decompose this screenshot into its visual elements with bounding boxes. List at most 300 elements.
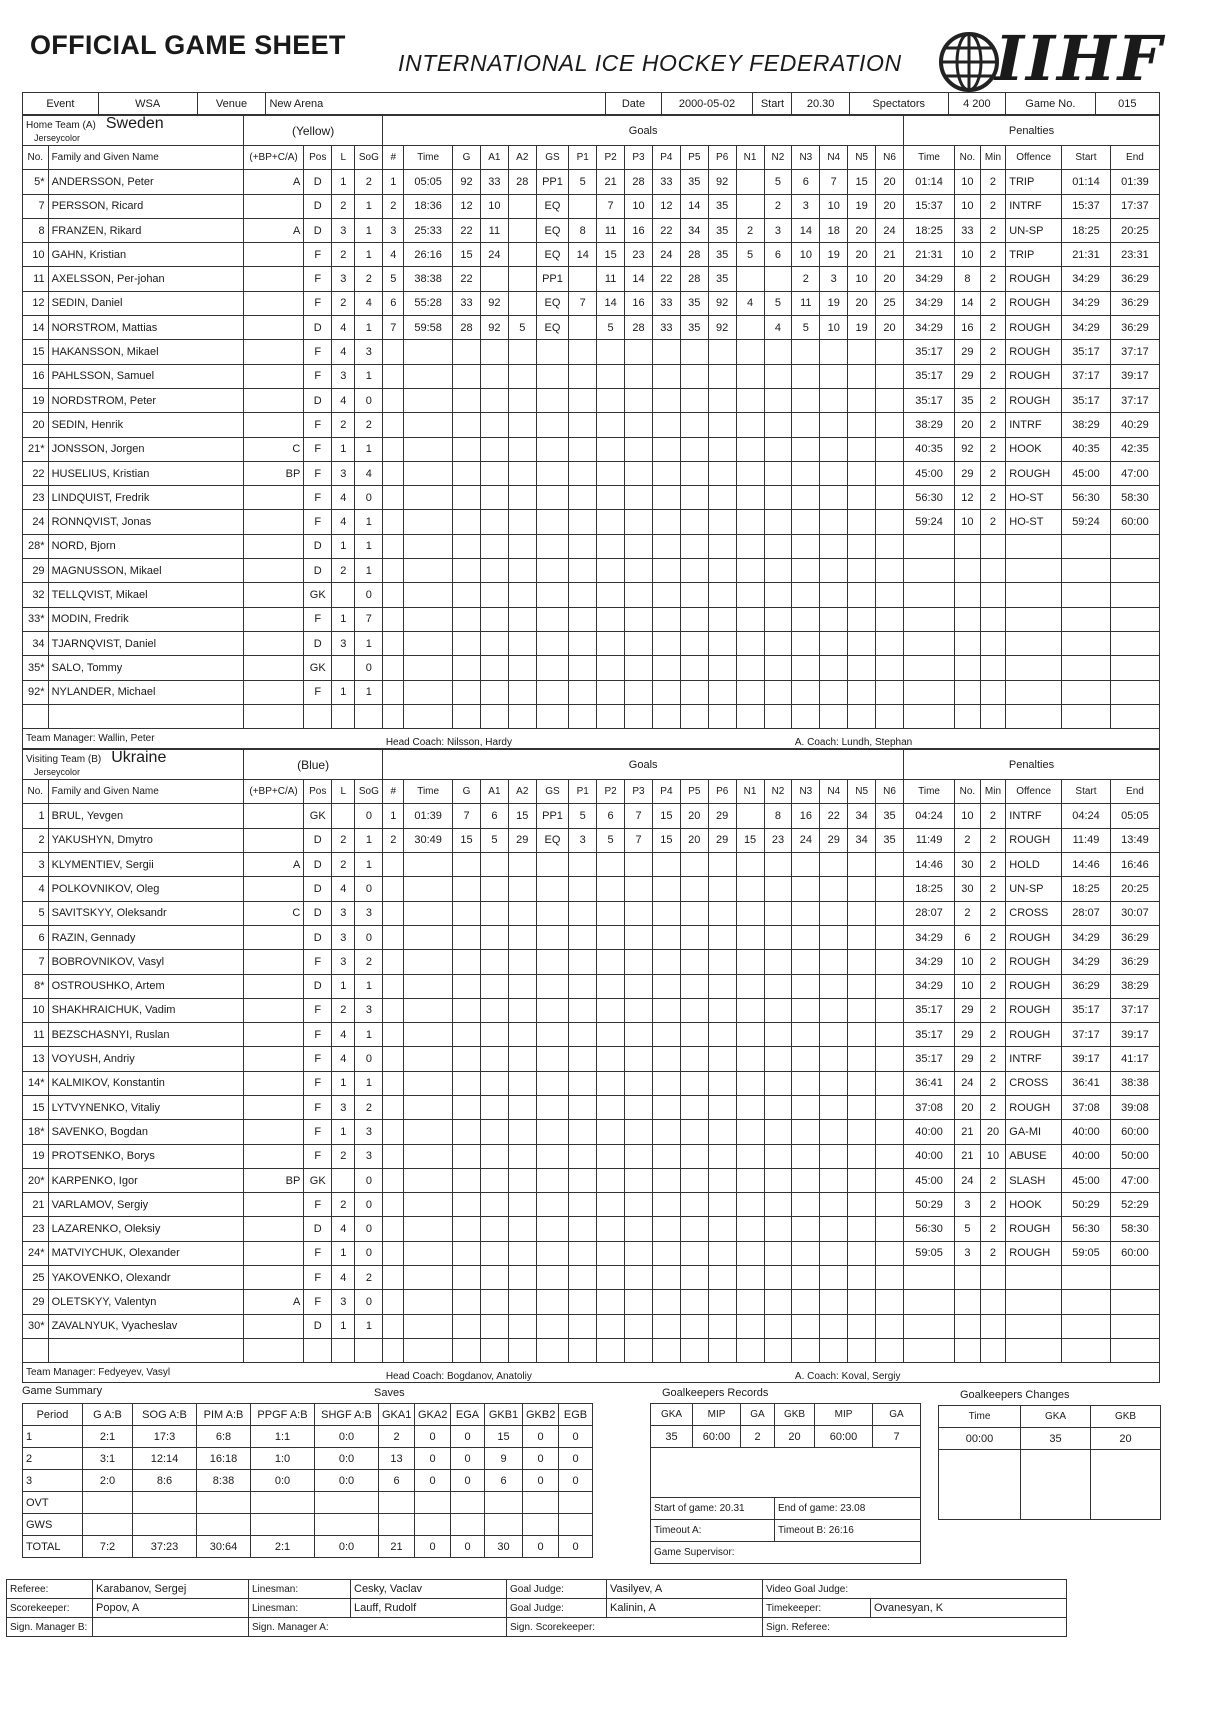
penalty-player-no: 33 xyxy=(955,218,981,242)
goal-cell: 22 xyxy=(652,267,680,291)
player-number: 92* xyxy=(23,680,49,704)
penalty-cell-empty xyxy=(1062,583,1111,607)
summary-cell: 1:1 xyxy=(251,1426,315,1448)
goal-cell-empty xyxy=(404,413,453,437)
goal-cell-empty xyxy=(453,534,481,558)
goal-cell: 5 xyxy=(383,267,404,291)
goal-cell-empty xyxy=(597,925,625,949)
penalties-header: Penalties xyxy=(903,116,1159,146)
player-row xyxy=(23,1193,1160,1217)
player-number: 19 xyxy=(23,1144,49,1168)
goal-cell: 4 xyxy=(764,316,792,340)
goal-cell-empty xyxy=(536,364,569,388)
goal-cell-empty xyxy=(792,388,820,412)
goal-cell-empty xyxy=(792,1193,820,1217)
goal-cell-empty xyxy=(876,559,904,583)
player-role xyxy=(243,534,303,558)
player-role: C xyxy=(243,437,303,461)
penalty-start: 36:41 xyxy=(1062,1071,1111,1095)
penalty-cell-empty xyxy=(1110,559,1159,583)
goal-cell-empty xyxy=(736,413,764,437)
goal-cell-empty xyxy=(792,901,820,925)
goal-cell-empty xyxy=(508,607,536,631)
goal-cell-empty xyxy=(792,1217,820,1241)
goal-cell: 15 xyxy=(597,243,625,267)
goal-cell-empty xyxy=(736,1241,764,1265)
goal-cell-empty xyxy=(453,925,481,949)
penalty-offence: INTRF xyxy=(1006,804,1062,828)
goal-cell: 59:58 xyxy=(404,316,453,340)
goal-cell-empty xyxy=(736,461,764,485)
player-number: 16 xyxy=(23,364,49,388)
goal-cell: 3 xyxy=(792,194,820,218)
goal-cell-empty xyxy=(453,974,481,998)
date-label: Date xyxy=(606,93,661,115)
player-role xyxy=(243,1144,303,1168)
player-sog: 3 xyxy=(355,901,383,925)
penalty-cell-empty xyxy=(903,607,954,631)
penalty-minutes: 2 xyxy=(980,828,1006,852)
penalty-cell-empty xyxy=(1110,607,1159,631)
player-role: A xyxy=(243,218,303,242)
goal-cell-empty xyxy=(404,656,453,680)
goal-cell-empty xyxy=(792,950,820,974)
penalty-time: 37:08 xyxy=(904,1095,955,1119)
sign-manager-b-value xyxy=(93,1618,249,1637)
goal-cell-empty xyxy=(764,607,792,631)
goal-cell-empty xyxy=(680,486,708,510)
player-line: 1 xyxy=(332,1241,355,1265)
penalty-offence: TRIP xyxy=(1006,243,1062,267)
summary-cell: 0 xyxy=(559,1536,593,1558)
player-line: 3 xyxy=(332,950,355,974)
penalty-start: 18:25 xyxy=(1062,218,1111,242)
player-position: F xyxy=(304,1290,332,1314)
goal-cell-empty xyxy=(848,364,876,388)
goal-cell-empty xyxy=(480,413,508,437)
penalty-start: 59:24 xyxy=(1062,510,1111,534)
goal-cell-empty xyxy=(736,974,764,998)
goal-cell: 1 xyxy=(383,804,404,828)
goal-cell-empty xyxy=(652,925,680,949)
player-position: F xyxy=(304,1241,332,1265)
goal-cell-empty xyxy=(508,1047,536,1071)
penalty-time: 28:07 xyxy=(904,901,955,925)
goal-cell-empty xyxy=(536,607,569,631)
goal-cell-empty xyxy=(848,510,876,534)
col-header-l: L xyxy=(332,780,355,804)
goal-cell-empty xyxy=(625,1023,653,1047)
player-row xyxy=(23,877,1160,901)
player-name: NORD, Bjorn xyxy=(48,534,243,558)
penalty-cell-empty xyxy=(1110,583,1159,607)
goal-cell-empty xyxy=(453,1023,481,1047)
summary-cell: 7:2 xyxy=(83,1536,133,1558)
goal-cell-empty xyxy=(876,388,904,412)
player-name: KALMIKOV, Konstantin xyxy=(48,1071,243,1095)
player-number: 11 xyxy=(23,1023,49,1047)
goal-cell-empty xyxy=(480,461,508,485)
goal-cell-empty xyxy=(792,559,820,583)
penalty-minutes: 10 xyxy=(980,1144,1006,1168)
goal-cell-empty xyxy=(569,364,597,388)
goal-cell-empty xyxy=(680,1095,708,1119)
goal-cell-empty xyxy=(480,877,508,901)
goal-cell-empty xyxy=(848,1071,876,1095)
summary-cell xyxy=(83,1514,133,1536)
penalty-cell-empty xyxy=(1062,1266,1111,1290)
penalty-time: 56:30 xyxy=(903,486,954,510)
player-row xyxy=(23,804,1160,828)
player-position: F xyxy=(304,1071,332,1095)
goals-header: Goals xyxy=(383,116,904,146)
goal-cell-empty xyxy=(764,704,792,728)
goal-cell-empty xyxy=(876,631,904,655)
gk-change-value: 20 xyxy=(1091,1428,1161,1450)
goal-cell-empty xyxy=(848,388,876,412)
gk-record-header: GA xyxy=(873,1404,921,1426)
goal-cell-empty xyxy=(404,925,453,949)
player-position: D xyxy=(304,534,332,558)
goal-cell-empty xyxy=(569,1338,597,1362)
summary-cell xyxy=(451,1514,485,1536)
player-number: 22 xyxy=(23,461,49,485)
gk-changes-blank xyxy=(1021,1450,1091,1520)
goal-cell-empty xyxy=(680,461,708,485)
goal-cell: 3 xyxy=(764,218,792,242)
goal-cell: 20 xyxy=(680,828,708,852)
player-line: 2 xyxy=(332,853,355,877)
goal-cell-empty xyxy=(820,486,848,510)
goal-cell: 22 xyxy=(453,267,481,291)
player-line: 4 xyxy=(332,877,355,901)
goal-cell-empty xyxy=(508,950,536,974)
penalty-offence: HO-ST xyxy=(1006,510,1062,534)
goal-cell-empty xyxy=(848,656,876,680)
home-jersey-color: (Yellow) xyxy=(243,116,382,146)
player-position: F xyxy=(304,510,332,534)
player-number: 2 xyxy=(23,828,49,852)
goal-cell-empty xyxy=(453,1241,481,1265)
player-position: F xyxy=(304,461,332,485)
goal-cell-empty xyxy=(652,607,680,631)
goal-cell: 33 xyxy=(652,316,680,340)
goal-cell: 7 xyxy=(820,170,848,194)
goal-cell: 92 xyxy=(480,291,508,315)
goal-cell-empty xyxy=(597,877,625,901)
goal-cell-empty xyxy=(876,486,904,510)
summary-cell: 0 xyxy=(559,1426,593,1448)
goal-cell: 92 xyxy=(453,170,481,194)
goal-cell-empty xyxy=(453,583,481,607)
sign-manager-a: Sign. Manager A: xyxy=(249,1618,507,1637)
goal-cell-empty xyxy=(383,925,404,949)
penalty-minutes: 2 xyxy=(980,1023,1006,1047)
player-line: 4 xyxy=(332,1266,355,1290)
penalty-end: 58:30 xyxy=(1110,486,1159,510)
goal-cell: 6 xyxy=(383,291,404,315)
penalty-minutes: 2 xyxy=(980,1168,1006,1192)
penalty-time: 56:30 xyxy=(904,1217,955,1241)
player-name: RAZIN, Gennady xyxy=(48,925,243,949)
player-name: POLKOVNIKOV, Oleg xyxy=(48,877,243,901)
goal-cell: 34 xyxy=(848,828,876,852)
goal-cell: EQ xyxy=(536,218,569,242)
goal-cell: 28 xyxy=(625,316,653,340)
goal-cell xyxy=(569,194,597,218)
goal-cell-empty xyxy=(453,877,481,901)
goal-cell-empty xyxy=(404,1047,453,1071)
goal-cell-empty xyxy=(569,925,597,949)
goal-cell-empty xyxy=(876,1266,904,1290)
goal-cell-empty xyxy=(536,388,569,412)
col-header-n3: N3 xyxy=(792,780,820,804)
player-name: PROTSENKO, Borys xyxy=(48,1144,243,1168)
goal-cell-empty xyxy=(404,631,453,655)
goal-cell: 5 xyxy=(764,291,792,315)
penalty-minutes: 2 xyxy=(980,1193,1006,1217)
goal-cell-empty xyxy=(536,1095,569,1119)
penalty-start: 15:37 xyxy=(1062,194,1111,218)
goal-cell-empty xyxy=(383,364,404,388)
goal-cell-empty xyxy=(625,950,653,974)
goal-cell: 26:16 xyxy=(404,243,453,267)
penalty-minutes: 2 xyxy=(980,486,1006,510)
player-line: 4 xyxy=(332,1047,355,1071)
player-name: MAGNUSSON, Mikael xyxy=(48,559,243,583)
goal-cell-empty xyxy=(480,1338,508,1362)
goal-cell-empty xyxy=(536,925,569,949)
goal-cell: 15 xyxy=(652,804,680,828)
goal-cell-empty xyxy=(680,1071,708,1095)
goal-cell-empty xyxy=(508,559,536,583)
goal-cell-empty xyxy=(508,1217,536,1241)
goal-cell: 12 xyxy=(652,194,680,218)
player-position: D xyxy=(304,194,332,218)
goal-cell-empty xyxy=(508,974,536,998)
player-row xyxy=(23,925,1160,949)
goal-cell-empty xyxy=(453,1071,481,1095)
goal-cell: 11 xyxy=(597,267,625,291)
col-header-family-name: Family and Given Name xyxy=(48,146,243,170)
penalty-time: 21:31 xyxy=(903,243,954,267)
goal-cell-empty xyxy=(536,461,569,485)
penalty-offence: HOLD xyxy=(1006,853,1062,877)
player-position: D xyxy=(304,853,332,877)
col-header-p2: P2 xyxy=(597,146,625,170)
penalty-player-no: 2 xyxy=(955,828,981,852)
penalty-start: 39:17 xyxy=(1062,1047,1111,1071)
goal-cell-empty xyxy=(652,340,680,364)
goal-cell-empty xyxy=(404,704,453,728)
goal-cell-empty xyxy=(792,925,820,949)
goal-cell: 16 xyxy=(625,218,653,242)
goal-cell-empty xyxy=(536,998,569,1022)
goal-cell-empty xyxy=(536,1241,569,1265)
penalty-cell-empty xyxy=(1006,1290,1062,1314)
goal-judge-value-2: Kalinin, A xyxy=(607,1599,763,1618)
visiting-team-block xyxy=(22,749,1160,1383)
penalty-cell-empty xyxy=(955,631,981,655)
penalty-cell-empty xyxy=(1110,704,1159,728)
penalty-cell-empty xyxy=(1062,1290,1111,1314)
player-number: 25 xyxy=(23,1266,49,1290)
penalty-cell-empty xyxy=(1006,534,1062,558)
penalty-player-no: 29 xyxy=(955,1023,981,1047)
goal-cell-empty xyxy=(625,1241,653,1265)
goal-cell-empty xyxy=(536,1144,569,1168)
goal-cell-empty xyxy=(597,950,625,974)
penalty-cell-empty xyxy=(1006,559,1062,583)
player-row xyxy=(23,1314,1160,1338)
goal-cell-empty xyxy=(848,925,876,949)
goal-cell-empty xyxy=(597,1338,625,1362)
goal-cell-empty xyxy=(820,340,848,364)
goal-cell-empty xyxy=(680,437,708,461)
penalty-end: 20:25 xyxy=(1110,877,1159,901)
col-header-p6: P6 xyxy=(708,780,736,804)
penalty-cell-empty xyxy=(1062,656,1111,680)
goal-cell-empty xyxy=(383,1071,404,1095)
penalty-start: 40:35 xyxy=(1062,437,1111,461)
goal-cell-empty xyxy=(404,974,453,998)
penalty-offence: ROUGH xyxy=(1006,1217,1062,1241)
goal-cell-empty xyxy=(536,1120,569,1144)
penalty-cell-empty xyxy=(1110,1338,1159,1362)
player-sog: 0 xyxy=(355,1241,383,1265)
goal-cell-empty xyxy=(680,950,708,974)
goal-cell xyxy=(508,243,536,267)
penalty-start: 50:29 xyxy=(1062,1193,1111,1217)
col-header-p5: P5 xyxy=(680,780,708,804)
goal-cell: EQ xyxy=(536,194,569,218)
penalty-end: 36:29 xyxy=(1110,925,1159,949)
player-name: PERSSON, Ricard xyxy=(48,194,243,218)
goal-cell-empty xyxy=(708,1314,736,1338)
player-row xyxy=(23,1290,1160,1314)
goal-cell-empty xyxy=(708,534,736,558)
col-header-g: G xyxy=(453,780,481,804)
jerseycolor-label: Jerseycolor xyxy=(34,766,81,777)
goal-cell-empty xyxy=(764,1338,792,1362)
summary-cell: GWS xyxy=(23,1514,83,1536)
summary-header: SOG A:B xyxy=(133,1404,197,1426)
penalty-start: 14:46 xyxy=(1062,853,1111,877)
player-position: GK xyxy=(304,656,332,680)
goal-cell: 92 xyxy=(708,316,736,340)
end-of-game: End of game: 23.08 xyxy=(775,1498,921,1520)
player-sog: 1 xyxy=(355,1023,383,1047)
gk-record-value: 20 xyxy=(775,1426,815,1448)
player-line: 3 xyxy=(332,901,355,925)
sign-referee: Sign. Referee: xyxy=(763,1618,1067,1637)
player-name: VOYUSH, Andriy xyxy=(48,1047,243,1071)
goal-cell-empty xyxy=(848,583,876,607)
player-name: HUSELIUS, Kristian xyxy=(48,461,243,485)
goal-cell-empty xyxy=(792,1241,820,1265)
event-value: WSA xyxy=(98,93,197,115)
goal-cell-empty xyxy=(404,1071,453,1095)
penalty-end: 60:00 xyxy=(1110,1241,1159,1265)
goal-cell-empty xyxy=(680,583,708,607)
goal-cell-empty xyxy=(597,680,625,704)
goal-cell-empty xyxy=(480,974,508,998)
player-sog: 0 xyxy=(355,1217,383,1241)
goal-cell-empty xyxy=(569,680,597,704)
col-header-p3: P3 xyxy=(625,146,653,170)
player-position: F xyxy=(304,1120,332,1144)
goal-cell: 92 xyxy=(708,291,736,315)
goal-cell-empty xyxy=(480,680,508,704)
summary-cell xyxy=(485,1514,523,1536)
goal-cell-empty xyxy=(848,437,876,461)
penalty-end: 41:17 xyxy=(1110,1047,1159,1071)
goal-cell-empty xyxy=(480,1144,508,1168)
goal-cell-empty xyxy=(792,1266,820,1290)
goal-cell-empty xyxy=(792,413,820,437)
player-number: 28* xyxy=(23,534,49,558)
goal-cell-empty xyxy=(708,1338,736,1362)
player-sog: 1 xyxy=(355,680,383,704)
gk-record-header: MIP xyxy=(815,1404,873,1426)
goal-cell-empty xyxy=(404,1120,453,1144)
goal-cell-empty xyxy=(453,1290,481,1314)
player-name: SALO, Tommy xyxy=(48,656,243,680)
goal-cell: 33 xyxy=(652,170,680,194)
player-sog: 3 xyxy=(355,998,383,1022)
goal-cell-empty xyxy=(597,413,625,437)
goal-cell-empty xyxy=(764,486,792,510)
goal-cell-empty xyxy=(569,340,597,364)
penalty-start: 40:00 xyxy=(1062,1120,1111,1144)
goal-cell-empty xyxy=(708,704,736,728)
goal-cell-empty xyxy=(536,704,569,728)
goal-cell-empty xyxy=(764,1120,792,1144)
col-header-min: Min xyxy=(980,146,1006,170)
penalty-cell-empty xyxy=(1006,656,1062,680)
penalty-time: 35:17 xyxy=(904,1023,955,1047)
goal-cell-empty xyxy=(820,1120,848,1144)
goal-cell-empty xyxy=(625,998,653,1022)
start-value: 20.30 xyxy=(792,93,849,115)
goal-cell-empty xyxy=(453,388,481,412)
summary-cell xyxy=(133,1492,197,1514)
goal-cell-empty xyxy=(708,607,736,631)
player-name: BOBROVNIKOV, Vasyl xyxy=(48,950,243,974)
player-number: 7 xyxy=(23,194,49,218)
goal-cell-empty xyxy=(680,998,708,1022)
summary-cell: 0 xyxy=(415,1448,451,1470)
penalty-end: 20:25 xyxy=(1110,218,1159,242)
penalty-time: 34:29 xyxy=(903,316,954,340)
penalty-offence: ABUSE xyxy=(1006,1144,1062,1168)
iihf-logo xyxy=(935,22,1175,102)
col-header-offence: Offence xyxy=(1006,146,1062,170)
goal-cell-empty xyxy=(792,1047,820,1071)
penalty-start: 11:49 xyxy=(1062,828,1111,852)
goal-cell-empty xyxy=(736,1095,764,1119)
penalty-cell-empty xyxy=(955,583,981,607)
goal-cell: 30:49 xyxy=(404,828,453,852)
player-number: 19 xyxy=(23,388,49,412)
goal-cell-empty xyxy=(625,1071,653,1095)
goal-cell-empty xyxy=(708,583,736,607)
goal-cell-empty xyxy=(625,510,653,534)
goal-cell-empty xyxy=(680,1241,708,1265)
goal-cell-empty xyxy=(569,461,597,485)
penalty-end: 16:46 xyxy=(1110,853,1159,877)
goal-cell-empty xyxy=(625,364,653,388)
